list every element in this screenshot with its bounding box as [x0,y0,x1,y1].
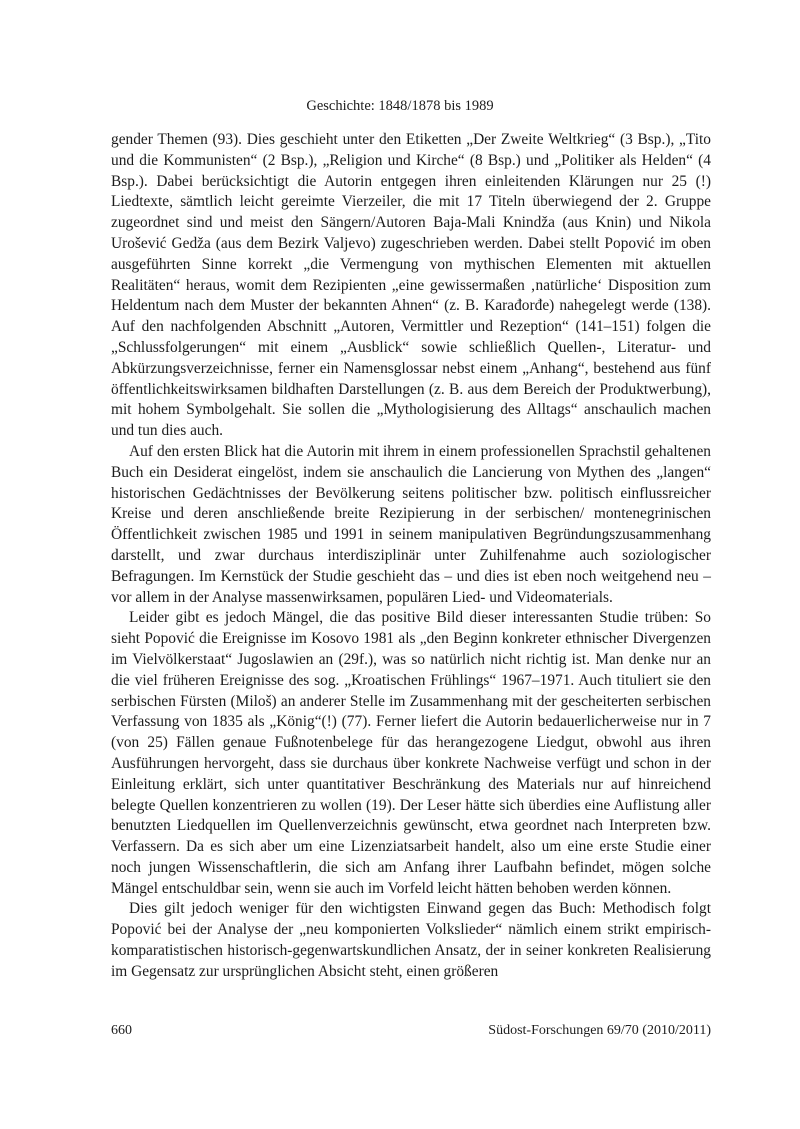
running-head: Geschichte: 1848/1878 bis 1989 [306,98,494,114]
paragraph-4: Dies gilt jedoch weniger für den wichtigsten Einwand gegen das Buch: Methodisch folgt Popović bei der Analyse der „neu komponierten Volkslieder“ nämlich einem strikt empirisch-komparatistischen historisch-gegenwartskundlichen Ansatz, der in seiner konkreten Realisierung im Gegensatz zur ursprünglichen Absicht steht, einen größeren [111,900,711,980]
body-text [111,130,711,983]
paragraph-2: Auf den ersten Blick hat die Autorin mit ihrem in einem professionellen Sprachstil gehaltenen Buch ein Desiderat eingelöst, indem sie anschaulich die Lancierung von Mythen des „langen“ historischen Gedächtnisses der Bevölkerung seitens politischer bzw. politisch einflussreicher Kreise und deren anschließende breite Rezipierung in der serbischen/ montenegrinischen Öffentlichkeit zwischen 1985 und 1991 in seinem manipulativen Begründungszusammenhang darstellt, und zwar durchaus interdisziplinär unter Zuhilfenahme auch soziologischer Befragungen. Im Kernstück der Studie geschieht das – und dies ist eben noch weitgehend neu – vor allem in der Analyse massenwirksamen, populären Lied- und Videomaterials. [111,442,711,606]
paragraph-1: gender Themen (93). Dies geschieht unter den Etiketten „Der Zweite Weltkrieg“ (3 Bsp.), „Tito und die Kommunisten“ (2 Bsp.), „Religion und Kirche“ (8 Bsp.) und „Politiker als Helden“ (4 Bsp.). Dabei berücksichtigt die Autorin entgegen ihren einleitenden Klärungen nur 25 (!) Liedtexte, sämtlich leicht gereimte Vierzeiler, die mit 17 Titeln überwiegend der 2. Gruppe zugeordnet sind und meist den Sängern/Autoren Baja-Mali Knindža (aus Knin) und Nikola Urošević Gedža (aus dem Bezirk Valjevo) zugeschrieben werden. Dabei stellt Popović im oben ausgeführten Sinne korrekt „die Vermengung von mythischen Elementen mit aktuellen Realitäten“ heraus, womit dem Rezipienten „eine gewissermaßen ‚natürliche‘ Disposition zum Heldentum nach dem Muster der bekannten Ahnen“ (z. B. Karađorđe) nahegelegt werde (138). Auf den nachfolgenden Abschnitt „Autoren, Vermittler und Rezeption“ (141–151) folgen die „Schlussfolgerungen“ mit einem „Ausblick“ sowie schließlich Quellen-, Literatur- und Abkürzungsverzeichnisse, ferner ein Namensglossar nebst einem „Anhang“, bestehend aus fünf öffentlichkeitswirksamen bildhaften Darstellungen (z. B. aus dem Bereich der Produktwerbung), mit hohem Symbolgehalt. Sie sollen die „Mythologisierung des Alltags“ anschaulich machen und tun dies auch. [111,131,711,440]
page-number: 660 [111,1023,132,1038]
paragraph-3: Leider gibt es jedoch Mängel, die das positive Bild dieser interessanten Studie trüben: So sieht Popović die Ereignisse im Kosovo 1981 als „den Beginn konkreter ethnischer Divergenzen im Vielvölkerstaat“ Jugoslawien an (29f.), was so natürlich nicht richtig ist. Man denke nur an die viel früheren Ereignisse des sog. „Kroatischen Frühlings“ 1967–1971. Auch tituliert sie den serbischen Fürsten (Miloš) an anderer Stelle im Zusammenhang mit der gescheiterten serbischen Verfassung von 1835 als „König“(!) (77). Ferner liefert die Autorin bedauerlicherweise nur in 7 (von 25) Fällen genaue Fußnotenbelege für das herangezogene Liedgut, obwohl aus ihren Ausführungen hervorgeht, dass sie durchaus über konkrete Nachweise verfügt und schon in der Einleitung erklärt, sich unter quantitativer Beschränkung des Materials nur auf hinreichend belegte Quellen konzentrieren zu wollen (19). Der Leser hätte sich überdies eine Auflistung aller benutzten Liedquellen im Quellenverzeichnis gewünscht, etwa geordnet nach Interpreten bzw. Verfassern. Da es sich aber um eine Lizenziatsarbeit handelt, also um eine erste Studie einer noch jungen Wissenschaftlerin, die sich am Anfang ihrer Laufbahn befindet, mögen solche Mängel entschuldbar sein, wenn sie auch im Vorfeld leicht hätten behoben werden können. [111,609,711,897]
journal-citation: Südost-Forschungen 69/70 (2010/2011) [488,1023,711,1038]
